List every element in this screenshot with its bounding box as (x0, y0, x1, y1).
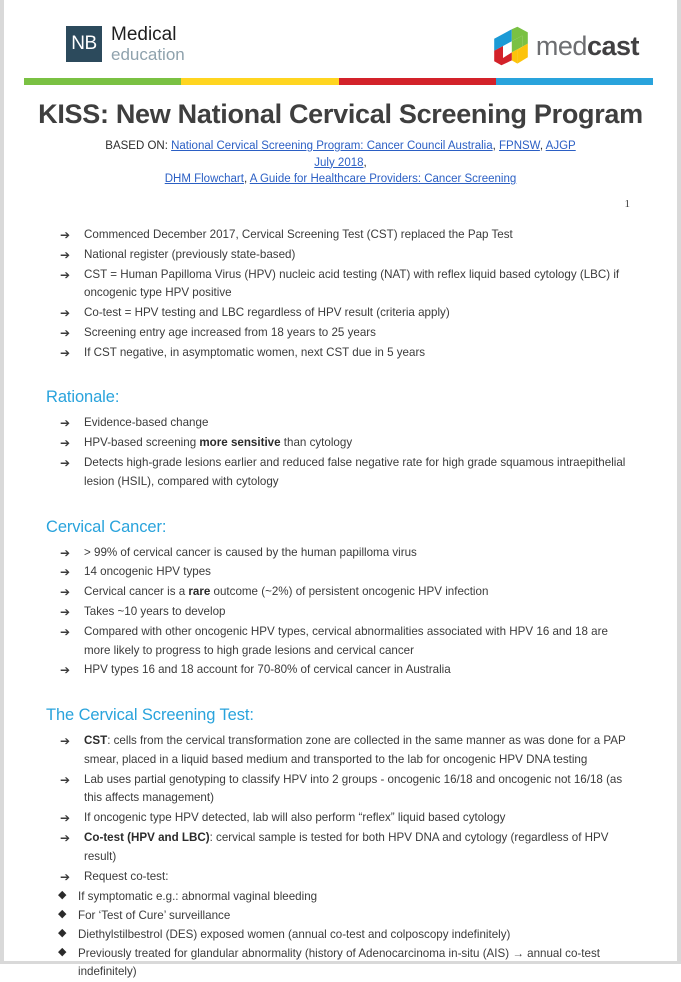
list-item-text-post: Request co-test: (84, 869, 169, 883)
based-on-label: BASED ON: (105, 140, 172, 152)
page-number: 1 (624, 198, 630, 211)
arrow-bullet-icon: ➔ (60, 624, 71, 639)
list-item (46, 945, 635, 982)
list-item-text: If CST negative, in asymptomatic women, next CST due in 5 years (84, 345, 426, 359)
source-link-ajgp[interactable]: AJGP July 2018 (314, 140, 576, 169)
list-item-text-post: Lab uses partial genotyping to classify HPV into 2 groups - oncogenic 16/18 and oncogenic not 16/18 (as this affects management) (84, 772, 623, 805)
arrow-bullet-icon: ➔ (60, 565, 71, 580)
list-item-text: Previously treated for glandular abnormality (history of Adenocarcinoma in-situ (AIS) → annual co-test indefinitely) (78, 946, 600, 979)
list-item (46, 907, 635, 926)
list-item-text-post: than cytology (280, 436, 353, 450)
arrow-bullet-icon: ➔ (60, 416, 71, 431)
arrow-bullet-icon: ➔ (60, 247, 71, 262)
list-item (46, 603, 635, 622)
medcast-wordmark (536, 31, 639, 62)
color-bar-segment-red (339, 78, 496, 85)
arrow-bullet-icon: ➔ (60, 545, 71, 560)
color-bar-segment-yellow (181, 78, 338, 85)
list-item (46, 732, 635, 770)
screening-test-bullet-list (46, 732, 635, 886)
list-item (46, 544, 635, 563)
list-item-text-bold: Co-test (HPV and LBC) (84, 830, 210, 844)
list-item-text-post: If oncogenic type HPV detected, lab will also perform “reflex” liquid based cytology (84, 811, 506, 825)
arrow-bullet-icon: ➔ (60, 436, 71, 451)
list-item-text-post: outcome (~2%) of persistent oncogenic HPV infection (210, 585, 489, 599)
cervical-cancer-bullet-list (46, 544, 635, 680)
list-item-text: National register (previously state-based) (84, 247, 296, 261)
list-item-text: Screening entry age increased from 18 years to 25 years (84, 325, 376, 339)
list-item-text: CST = Human Papilloma Virus (HPV) nucleic acid testing (NAT) with reflex liquid based cytology (LBC) if oncogenic type HPV positive (84, 267, 620, 300)
arrow-bullet-icon: ➔ (60, 734, 71, 749)
list-item (46, 868, 635, 887)
list-item-text-post: Takes ~10 years to develop (84, 604, 226, 618)
list-item-text-bold: CST (84, 734, 108, 748)
list-item-text-post: Detects high-grade lesions earlier and reduced false negative rate for high grade squamous intraepithelial lesion (HSIL), compared with cytology (84, 456, 626, 488)
arrow-bullet-icon: ➔ (60, 325, 71, 340)
source-link-ncsp[interactable]: National Cervical Screening Program: Cancer Council Australia (171, 140, 493, 152)
list-item-text-pre: Cervical cancer is a (84, 585, 189, 599)
list-item (46, 563, 635, 582)
arrow-bullet-icon: ➔ (60, 228, 71, 243)
medcast-word-cast: cast (586, 30, 639, 61)
color-bar-segment-blue (496, 78, 653, 85)
list-item (46, 344, 635, 363)
nb-medical-education-logo (66, 25, 185, 63)
medcast-word-med: med (535, 30, 587, 61)
list-item-text: Co-test = HPV testing and LBC regardless of HPV result (criteria apply) (84, 306, 450, 320)
list-item-text-post: Compared with other oncogenic HPV types, cervical abnormalities associated with HPV 16 and 18 are more likely to progress to high grade lesions and cervical cancer (84, 624, 608, 657)
list-item-text: For ‘Test of Cure’ surveillance (78, 909, 231, 923)
source-link-fpnsw[interactable]: FPNSW (499, 140, 540, 152)
list-item-text: If symptomatic e.g.: abnormal vaginal bleeding (78, 890, 318, 904)
arrow-bullet-icon: ➔ (60, 604, 71, 619)
section-heading-rationale: Rationale: (46, 388, 120, 407)
arrow-bullet-icon: ➔ (60, 306, 71, 321)
list-item-text-post: : cells from the cervical transformation zone are collected in the same manner as was done for a PAP smear, placed in a liquid based medium and transported to the lab for oncogenic HPV DNA testing (84, 734, 626, 766)
arrow-bullet-icon: ➔ (60, 663, 71, 678)
intro-bullet-list (46, 226, 635, 362)
arrow-bullet-icon: ➔ (60, 772, 71, 787)
color-bar-segment-green (24, 78, 181, 85)
brand-color-bar (24, 78, 653, 85)
arrow-bullet-icon: ➔ (60, 585, 71, 600)
diamond-bullet-icon: ◆ (58, 926, 67, 939)
list-item (46, 414, 635, 433)
list-item (46, 434, 635, 453)
list-item-text: Diethylstilbestrol (DES) exposed women (annual co-test and colposcopy indefinitely) (78, 927, 511, 941)
list-item-text-bold: rare (188, 585, 211, 599)
list-item (46, 809, 635, 828)
list-item-text: Commenced December 2017, Cervical Screening Test (CST) replaced the Pap Test (84, 228, 513, 242)
list-item (46, 926, 635, 945)
list-item-text-post: HPV types 16 and 18 account for 70-80% of cervical cancer in Australia (84, 663, 451, 677)
source-link-healthcare-providers-guide[interactable]: A Guide for Healthcare Providers: Cancer Screening (249, 173, 517, 186)
document-header (4, 0, 677, 78)
list-item-text-post: Evidence-based change (84, 416, 209, 430)
arrow-bullet-icon: ➔ (60, 345, 71, 360)
nb-logo-word-medical: Medical (111, 24, 177, 45)
nb-monogram-icon: NB (66, 26, 102, 62)
arrow-bullet-icon: ➔ (60, 869, 71, 884)
list-item-text-post: 14 oncogenic HPV types (84, 565, 211, 579)
list-item (46, 661, 635, 680)
diamond-bullet-icon: ◆ (58, 908, 67, 921)
list-item (46, 304, 635, 323)
list-item-text-pre: HPV-based screening (84, 436, 200, 450)
document-body (4, 210, 677, 982)
diamond-bullet-icon: ◆ (58, 889, 67, 902)
list-item (46, 226, 635, 245)
arrow-bullet-icon: ➔ (60, 267, 71, 282)
list-item (46, 888, 635, 907)
list-item-text-bold: more sensitive (199, 436, 281, 450)
list-item (46, 623, 635, 661)
list-item (46, 583, 635, 602)
list-item (46, 266, 635, 304)
based-on-line: BASED ON: National Cervical Screening Program: Cancer Council Australia, FPNSW, AJGP July 2018, DHM Flowchart, A Guide for Healthcare Providers: Cancer Screening (105, 140, 576, 186)
nb-logo-wordmark (111, 25, 185, 63)
diamond-bullet-icon: ◆ (58, 945, 67, 958)
arrow-bullet-icon: ➔ (60, 830, 71, 845)
arrow-bullet-icon: ➔ (60, 811, 71, 826)
list-item (46, 454, 635, 492)
medcast-logo (491, 26, 639, 66)
list-item-text-post: > 99% of cervical cancer is caused by the human papilloma virus (84, 545, 417, 559)
source-link-dhm-flowchart[interactable]: DHM Flowchart (164, 173, 244, 186)
page-title: KISS: New National Cervical Screening Program (38, 99, 643, 129)
list-item (46, 771, 635, 809)
section-heading-cervical-cancer: Cervical Cancer: (46, 517, 167, 536)
medcast-pinwheel-icon (491, 26, 531, 66)
list-item (46, 829, 635, 867)
arrow-bullet-icon: ➔ (60, 456, 71, 471)
list-item (46, 324, 635, 343)
rationale-bullet-list (46, 414, 635, 491)
list-item-text-post: : cervical sample is tested for both HPV DNA and cytology (regardless of HPV result) (84, 830, 609, 863)
section-heading-cervical-screening-test: The Cervical Screening Test: (46, 706, 254, 725)
list-item (46, 246, 635, 265)
nb-logo-word-education: education (111, 45, 185, 64)
request-co-test-sub-list (46, 888, 635, 982)
